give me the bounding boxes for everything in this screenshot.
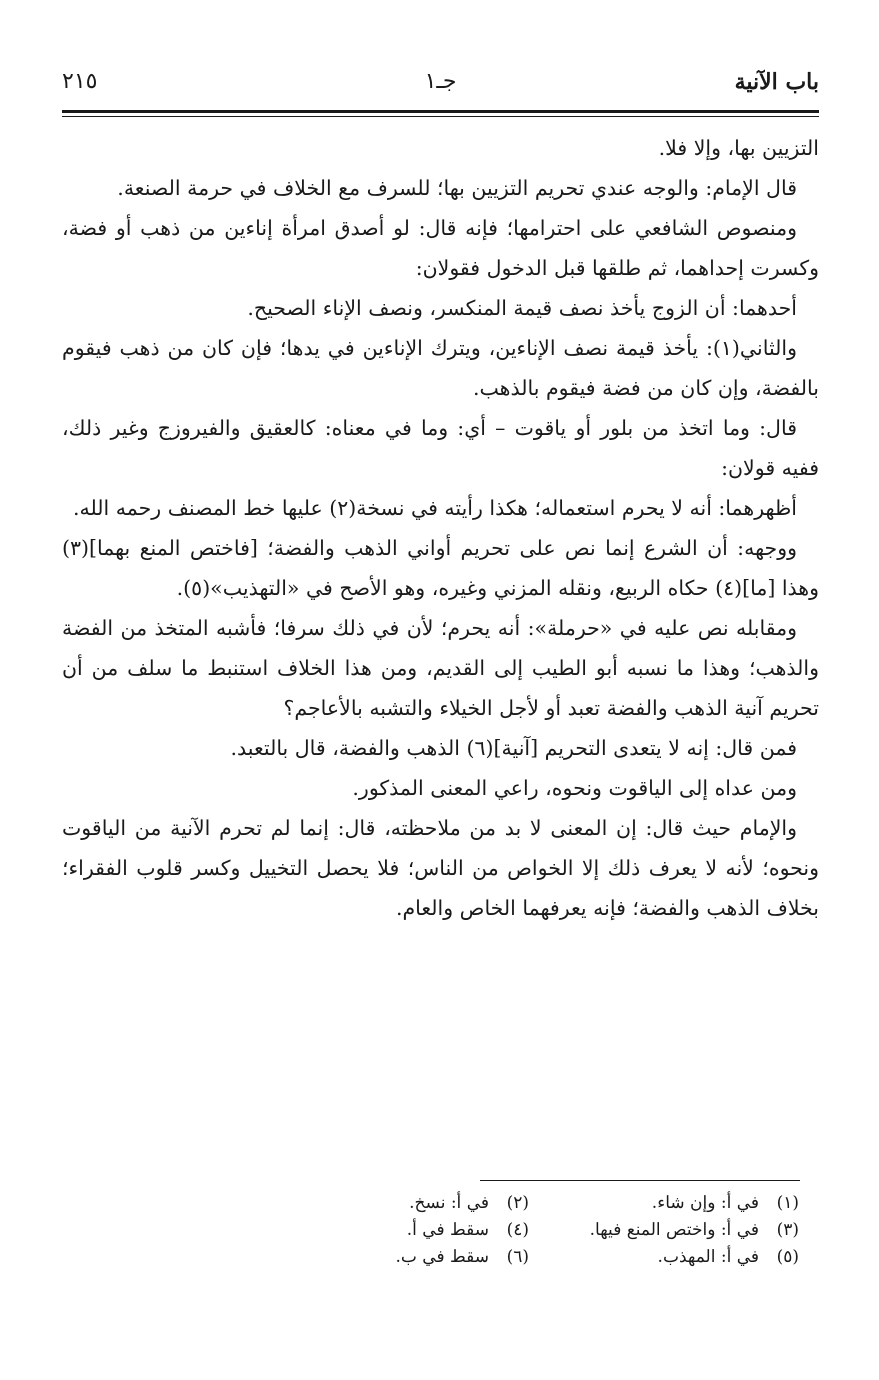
- footnote-text: سقط في أ.: [406, 1220, 489, 1240]
- footnote: [549, 1190, 799, 1217]
- footnotes: [279, 1190, 799, 1271]
- page-number: ٢١٥: [62, 69, 98, 94]
- paragraph: قال الإمام: والوجه عندي تحريم التزيين بها؛ للسرف مع الخلاف في حرمة الصنعة.: [117, 176, 797, 200]
- footnote: [279, 1217, 529, 1244]
- footnote-text: سقط في ب.: [395, 1247, 489, 1267]
- chapter-title: باب الآنية: [734, 69, 819, 95]
- header-rule-thin: [62, 116, 819, 117]
- paragraph: فمن قال: إنه لا يتعدى التحريم [آنية](٦) الذهب والفضة، قال بالتعبد.: [230, 736, 797, 760]
- paragraph: والإمام حيث قال: إن المعنى لا بد من ملاحظته، قال: إنما لم تحرم الآنية من الياقوت ونحوه؛ لأنه لا يعرف ذلك إلا الخواص من الناس؛ فلا يحصل التخييل وكسر قلوب الفقراء؛ بخلاف الذهب والفضة؛ فإنه يعرفهما الخاص والعام.: [62, 816, 819, 920]
- footnote-text: في أ: وإن شاء.: [651, 1193, 759, 1213]
- paragraph: ووجهه: أن الشرع إنما نص على تحريم أواني الذهب والفضة؛ [فاختص المنع بهما](٣) وهذا [ما](٤) حكاه الربيع، ونقله المزني وغيره، وهو الأصح في «التهذيب»(٥).: [62, 536, 819, 600]
- footnote-number: (٤): [506, 1220, 529, 1240]
- footnote: [549, 1217, 799, 1244]
- footnote-text: في أ: واختص المنع فيها.: [589, 1220, 759, 1240]
- footnote-number: (١): [776, 1193, 799, 1213]
- paragraph: التزيين بها، وإلا فلا.: [658, 136, 819, 160]
- volume-label: جـ١: [424, 69, 457, 94]
- footnote-number: (٢): [506, 1193, 529, 1213]
- paragraph: ومقابله نص عليه في «حرملة»: أنه يحرم؛ لأن في ذلك سرفا؛ فأشبه المتخذ من الفضة والذهب؛ وهذا ما نسبه أبو الطيب إلى القديم، ومن هذا الخلاف استنبط ما سلف من أن تحريم آنية الذهب والفضة تعبد أو لأجل الخيلاء والتشبه بالأعاجم؟: [62, 616, 819, 720]
- page-header: [62, 62, 819, 102]
- footnote-separator: [480, 1180, 800, 1181]
- paragraph: أحدهما: أن الزوج يأخذ نصف قيمة المنكسر، ونصف الإناء الصحيح.: [247, 296, 797, 320]
- paragraph: قال: وما اتخذ من بلور أو ياقوت – أي: وما في معناه: كالعقيق والفيروزج وغير ذلك، ففيه قولان:: [62, 416, 819, 480]
- footnote: [279, 1244, 529, 1271]
- footnote-number: (٣): [776, 1220, 799, 1240]
- footnote-number: (٥): [776, 1247, 799, 1267]
- footnote-text: في أ: المهذب.: [657, 1247, 759, 1267]
- footnote: [549, 1244, 799, 1271]
- footnote-text: في أ: نسخ.: [409, 1193, 489, 1213]
- main-text: [62, 128, 819, 928]
- footnote: [279, 1190, 529, 1217]
- paragraph: ومنصوص الشافعي على احترامها؛ فإنه قال: لو أصدق امرأة إناءين من ذهب أو فضة، وكسرت إحداهما، ثم طلقها قبل الدخول فقولان:: [62, 216, 819, 280]
- footnote-number: (٦): [506, 1247, 529, 1267]
- paragraph: والثاني(١): يأخذ قيمة نصف الإناءين، ويترك الإناءين في يدها؛ فإن كان من ذهب فيقوم بالفضة، وإن كان من فضة فيقوم بالذهب.: [62, 336, 819, 400]
- header-rule-thick: [62, 110, 819, 113]
- paragraph: ومن عداه إلى الياقوت ونحوه، راعي المعنى المذكور.: [352, 776, 797, 800]
- paragraph: أظهرهما: أنه لا يحرم استعماله؛ هكذا رأيته في نسخة(٢) عليها خط المصنف رحمه الله.: [73, 496, 797, 520]
